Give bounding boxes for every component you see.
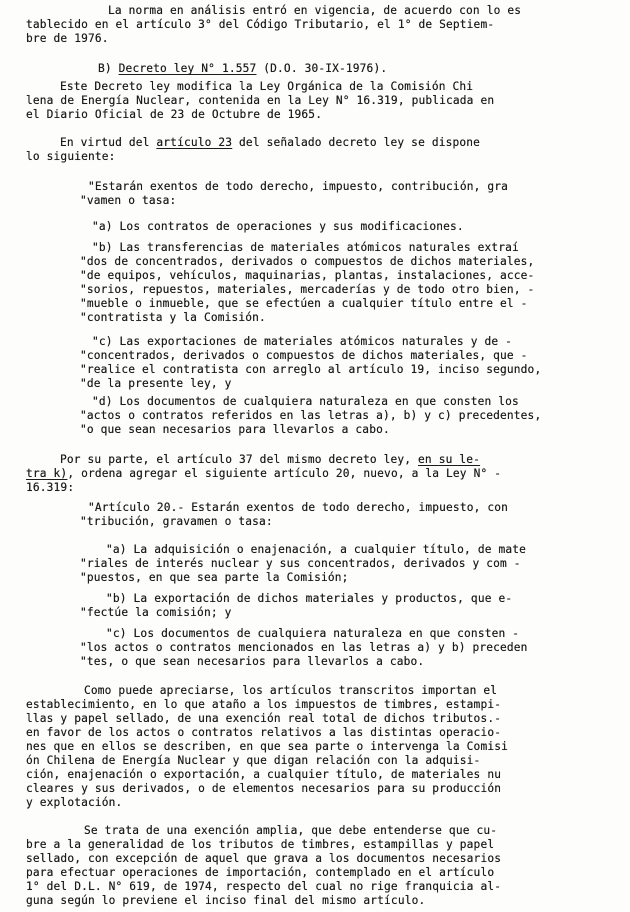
text-line: bre de 1976. (26, 32, 109, 45)
text-line: sellado, con excepción de aquel que grava a los documentos necesarios (26, 852, 502, 865)
text-line: ón Chilena de Energía Nuclear y que digan relación con la adquisi- (26, 754, 481, 767)
quote-line: "actos o contratos referidos en las letras a), b) y c) precedentes, (80, 409, 542, 422)
quote-line: "a) Los contratos de operaciones y sus modificaciones. (92, 220, 464, 233)
text-line: para efectuar operaciones de importación, contemplado en el artículo (26, 866, 495, 879)
quote-line: "b) La exportación de dichos materiales y productos, que e- (106, 592, 513, 605)
quote-line: "c) Los documentos de cualquiera naturaleza en que consten - (106, 627, 520, 640)
text-line: ción, enajenación o exportación, a cualquier título, de materiales nu (26, 768, 502, 781)
quote-line: "mueble o inmueble, que se efectúen a cualquier título entre el - (80, 297, 528, 310)
quote-line: "tribución, gravamen o tasa: (80, 515, 273, 528)
quote-line: "o que sean necesarios para llevarlos a cabo. (80, 423, 390, 436)
underlined-phrase: artículo 23 (156, 136, 233, 149)
text-line: llas y papel sellado, de una exención real total de dichos tributos.- (26, 712, 502, 725)
text-line: tablecido en el artículo 3° del Código Tributario, el 1° de Septiem- (26, 18, 495, 31)
text-line: tra k), ordena agregar el siguiente artículo 20, nuevo, a la Ley N° - (26, 467, 502, 480)
text-line: nes que en ellos se describen, en que sea parte o intervenga la Comisi (26, 740, 508, 753)
quote-line: "Estarán exentos de todo derecho, impuesto, contribución, gra (88, 180, 509, 193)
quote-line: "d) Los documentos de cualquiera naturaleza en que consten los (92, 395, 519, 408)
quote-line: "sorios, repuestos, materiales, mercaderías y de todo otro bien, - (80, 283, 535, 296)
quote-line: "de equipos, vehículos, maquinarias, plantas, instalaciones, acce- (80, 269, 535, 282)
quote-line: "fectúe la comisión; y (80, 606, 232, 619)
section-heading (98, 62, 387, 76)
quote-line: "a) La adquisición o enajenación, a cualquier título, de mate (106, 543, 527, 556)
quote-line: "tes, o que sean necesarios para llevarlos a cabo. (80, 655, 425, 668)
text-line: el Diario Oficial de 23 de Octubre de 1965. (26, 108, 323, 121)
quote-line: "b) Las transferencias de materiales atómicos naturales extraí (92, 241, 519, 254)
text-line: guna según lo previene el inciso final del mismo artículo. (26, 894, 426, 907)
quote-line: "riales de interés nuclear y sus concentrados, derivados y com - (80, 557, 521, 570)
text-line: lo siguiente: (26, 150, 116, 163)
text-line: Se trata de una exención amplia, que debe entenderse que cu- (84, 824, 498, 837)
text-line: 1° del D.L. N° 619, de 1974, respecto del cual no rige franquicia al- (26, 880, 502, 893)
quote-line: "concentrados, derivados o compuestos de dichos materiales, que - (80, 349, 528, 362)
text-line: establecimiento, en lo que ataño a los impuestos de timbres, estampi- (26, 698, 502, 711)
text-line: Este Decreto ley modifica la Ley Orgánica de la Comisión Chi (60, 80, 474, 93)
text-line: lena de Energía Nuclear, contenida en la Ley N° 16.319, publicada en (26, 94, 495, 107)
text-line: cleares y sus derivados, o de elementos necesarios para su producción (26, 782, 502, 795)
quote-line: "los actos o contratos mencionados en las letras a) y b) preceden (80, 641, 528, 654)
text-line: La norma en análisis entró en vigencia, de acuerdo con lo es (108, 4, 522, 17)
quote-line: "realice el contratista con arreglo al artículo 19, inciso segundo, (80, 363, 542, 376)
text-line: en favor de los actos o contratos relativos a las distintas operacio- (26, 726, 502, 739)
quote-line: "dos de concentrados, derivados o compuestos de dichos materiales, (80, 255, 535, 268)
text-line: En virtud del artículo 23 del señalado decreto ley se dispone (60, 136, 481, 149)
text-line: 16.319: (26, 481, 75, 494)
section-heading-text: B) Decreto ley N° 1.557 (D.O. 30-IX-1976). (98, 62, 388, 75)
text-line: y explotación. (26, 796, 123, 809)
underlined-phrase: en su le- (418, 453, 481, 466)
text-line: Por su parte, el artículo 37 del mismo decreto ley, en su le- (60, 453, 481, 466)
underlined-phrase: tra k) (26, 467, 68, 480)
quote-line: "contratista y la Comisión. (80, 311, 266, 324)
underlined-phrase: Decreto ley N° 1.557 (118, 62, 257, 75)
text-line: bre a la generalidad de los tributos de timbres, estampillas y papel (26, 838, 495, 851)
quote-line: "puestos, en que sea parte la Comisión; (80, 571, 349, 584)
text-line: Como puede apreciarse, los artículos transcritos importan el (84, 684, 498, 697)
quote-line: "Artículo 20.- Estarán exentos de todo derecho, impuesto, con (88, 501, 509, 514)
quote-line: "c) Las exportaciones de materiales atómicos naturales y de - (92, 335, 513, 348)
quote-line: "vamen o tasa: (80, 194, 177, 207)
quote-line: "de la presente ley, y (80, 377, 232, 390)
